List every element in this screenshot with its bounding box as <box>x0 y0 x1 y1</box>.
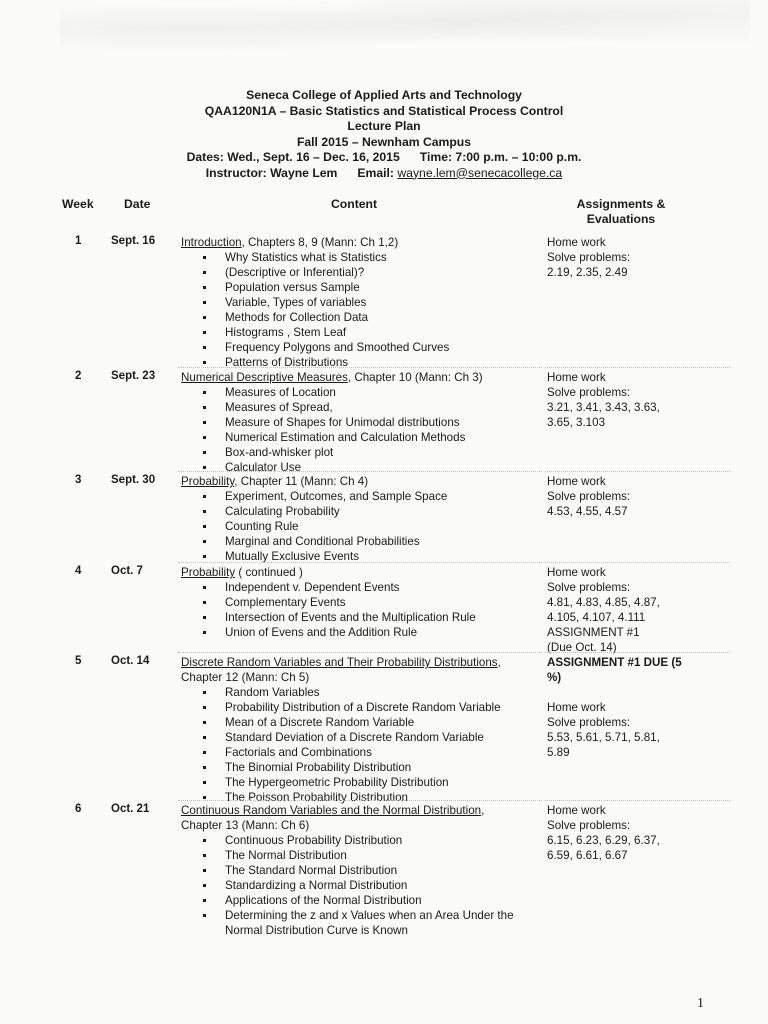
page-number: 1 <box>697 996 704 1011</box>
topic-title <box>181 565 541 580</box>
topic-title <box>181 655 541 670</box>
dates-time-row <box>0 150 768 166</box>
assignment-line: Home work <box>547 475 606 488</box>
bullet-item: Measures of Spread, <box>181 400 541 415</box>
assignment-line: 3.65, 3.103 <box>547 416 606 429</box>
topic-bullets <box>181 489 541 564</box>
row-divider-right <box>545 652 730 653</box>
bullet-item: The Hypergeometric Probability Distribution <box>181 775 541 790</box>
bullet-item: Counting Rule <box>181 519 541 534</box>
course-title: QAA120N1A – Basic Statistics and Statistical Process Control <box>204 103 564 118</box>
topic-title-underlined: Continuous Random Variables and the Normal Distribution <box>181 804 482 817</box>
week-date: Oct. 14 <box>111 655 150 667</box>
bullet-item: Marginal and Conditional Probabilities <box>181 534 541 549</box>
assignment-line: Home work <box>547 371 606 384</box>
week-assignments <box>547 565 737 655</box>
assign-header-line2: Evaluations <box>586 212 656 226</box>
assignment-line: 6.15, 6.23, 6.29, 6.37, <box>547 834 660 847</box>
bullet-item: Histograms , Stem Leaf <box>181 325 541 340</box>
week-date: Sept. 23 <box>111 370 156 382</box>
topic-title-underlined: Probability <box>181 475 235 488</box>
assignment-line: Home work <box>547 701 606 714</box>
assignment-line: Solve problems: <box>547 819 631 832</box>
topic-title <box>181 803 541 818</box>
week-number: 4 <box>75 565 82 577</box>
bullet-item: Continuous Probability Distribution <box>181 833 541 848</box>
bullet-item: (Descriptive or Inferential)? <box>181 265 541 280</box>
week-number: 5 <box>75 655 82 667</box>
topic-title <box>181 370 541 385</box>
topic-title <box>181 474 541 489</box>
week-date: Sept. 16 <box>111 235 156 247</box>
assignment-due-line: %) <box>547 671 562 684</box>
week-number: 1 <box>75 235 82 247</box>
bullet-item: Standardizing a Normal Distribution <box>181 878 541 893</box>
row-divider <box>178 562 542 563</box>
week-assignments <box>547 370 737 430</box>
row-divider-right <box>545 562 730 563</box>
week-content <box>181 235 541 370</box>
column-header-content: Content <box>331 197 378 211</box>
row-divider-right <box>545 471 730 472</box>
bullet-item: Complementary Events <box>181 595 541 610</box>
bullet-item: Population versus Sample <box>181 280 541 295</box>
row-divider-right <box>545 800 730 801</box>
time-text: Time: 7:00 p.m. – 10:00 p.m. <box>419 150 582 164</box>
bullet-item: The Binomial Probability Distribution <box>181 760 541 775</box>
bullet-item: Probability Distribution of a Discrete Random Variable <box>181 700 541 715</box>
column-header-assignments <box>571 197 671 227</box>
topic-title-rest: , Chapter 11 (Mann: Ch 4) <box>234 475 369 488</box>
topic-chapter: Chapter 12 (Mann: Ch 5) <box>181 671 310 684</box>
bullet-item: Union of Evens and the Addition Rule <box>181 625 541 640</box>
row-divider <box>178 367 542 368</box>
week-content <box>181 655 541 805</box>
bullet-item: Factorials and Combinations <box>181 745 541 760</box>
document-header <box>0 88 768 181</box>
bullet-item: Determining the z and x Values when an Area Under the Normal Distribution Curve is Known <box>181 908 525 938</box>
week-date: Oct. 7 <box>111 565 143 577</box>
topic-bullets <box>181 385 541 475</box>
topic-bullets <box>181 833 541 938</box>
assignment-line: Home work <box>547 236 606 249</box>
scan-smudge <box>60 0 750 70</box>
row-divider <box>178 800 542 801</box>
assignment-line: 6.59, 6.61, 6.67 <box>547 849 628 862</box>
bullet-item: Measures of Location <box>181 385 541 400</box>
bullet-item: Mutually Exclusive Events <box>181 549 541 564</box>
dates-text: Dates: Wed., Sept. 16 – Dec. 16, 2015 <box>186 150 400 164</box>
bullet-item: Calculating Probability <box>181 504 541 519</box>
bullet-item: Calculator Use <box>181 460 541 475</box>
week-assignments <box>547 803 737 863</box>
week-number: 2 <box>75 370 82 382</box>
email-label: Email: <box>357 165 394 180</box>
bullet-item: Why Statistics what is Statistics <box>181 250 541 265</box>
bullet-item: Methods for Collection Data <box>181 310 541 325</box>
bullet-item: Experiment, Outcomes, and Sample Space <box>181 489 541 504</box>
assignment-line: 4.53, 4.55, 4.57 <box>547 505 628 518</box>
assignment-line: 3.21, 3.41, 3.43, 3.63, <box>547 401 660 414</box>
topic-title-underlined: Discrete Random Variables and Their Probability Distributions <box>181 656 498 669</box>
row-divider <box>178 471 542 472</box>
bullet-item: Variable, Types of variables <box>181 295 541 310</box>
bullet-item: Standard Deviation of a Discrete Random Variable <box>181 730 541 745</box>
topic-chapter: Chapter 13 (Mann: Ch 6) <box>181 819 310 832</box>
bullet-item: Numerical Estimation and Calculation Methods <box>181 430 541 445</box>
topic-bullets <box>181 580 541 640</box>
bullet-item: The Standard Normal Distribution <box>181 863 541 878</box>
topic-title-rest: ( continued ) <box>235 566 303 579</box>
week-content <box>181 474 541 564</box>
assignment-line: Solve problems: <box>547 581 631 594</box>
assignment-line: Home work <box>547 566 606 579</box>
bullet-item: Frequency Polygons and Smoothed Curves <box>181 340 541 355</box>
assignment-line: 5.53, 5.61, 5.71, 5.81, <box>547 731 660 744</box>
assignment-line: Solve problems: <box>547 386 631 399</box>
column-header-week: Week <box>62 197 94 211</box>
topic-title-rest: , Chapter 10 (Mann: Ch 3) <box>347 371 483 384</box>
bullet-item: Applications of the Normal Distribution <box>181 893 541 908</box>
bullet-item: Measure of Shapes for Unimodal distributions <box>181 415 541 430</box>
term-campus: Fall 2015 – Newnham Campus <box>296 134 472 149</box>
column-header-date: Date <box>124 197 151 211</box>
week-content <box>181 803 541 938</box>
topic-title-rest: , <box>497 656 501 669</box>
assignment-line: ASSIGNMENT #1 <box>547 626 640 639</box>
topic-title <box>181 235 541 250</box>
week-content <box>181 565 541 640</box>
assignment-due-line: ASSIGNMENT #1 DUE (5 <box>547 656 682 669</box>
email-link[interactable]: wayne.lem@senecacollege.ca <box>397 165 563 180</box>
bullet-item: The Normal Distribution <box>181 848 541 863</box>
bullet-item: Mean of a Discrete Random Variable <box>181 715 541 730</box>
week-assignments <box>547 474 737 519</box>
week-content <box>181 370 541 475</box>
week-number: 3 <box>75 474 82 486</box>
assignment-line: Home work <box>547 804 606 817</box>
row-divider-right <box>545 367 730 368</box>
assignment-line: Solve problems: <box>547 490 631 503</box>
college-name: Seneca College of Applied Arts and Technology <box>246 88 522 102</box>
assignment-line: (Due Oct. 14) <box>547 641 617 654</box>
assignment-line: Solve problems: <box>547 716 631 729</box>
topic-title-underlined: Introduction <box>181 236 242 249</box>
bullet-item: Box-and-whisker plot <box>181 445 541 460</box>
week-assignments <box>547 655 737 760</box>
topic-title-rest: , Chapters 8, 9 (Mann: Ch 1,2) <box>241 236 399 249</box>
instructor-row <box>0 166 768 182</box>
instructor-text: Instructor: Wayne Lem <box>205 165 338 180</box>
assignment-line: 4.105, 4.107, 4.111 <box>547 611 646 624</box>
assignment-line: 2.19, 2.35, 2.49 <box>547 266 628 279</box>
bullet-item: Intersection of Events and the Multiplication Rule <box>181 610 541 625</box>
week-number: 6 <box>75 803 82 815</box>
week-date: Sept. 30 <box>111 474 156 486</box>
bullet-item: Random Variables <box>181 685 541 700</box>
topic-title-underlined: Probability <box>181 566 236 579</box>
topic-title-underlined: Numerical Descriptive Measures <box>181 371 348 384</box>
topic-title-rest: , <box>481 804 485 817</box>
topic-bullets <box>181 685 541 805</box>
assignment-line: Solve problems: <box>547 251 631 264</box>
row-divider <box>178 652 542 653</box>
plan-title: Lecture Plan <box>347 119 421 133</box>
bullet-item: Patterns of Distributions <box>181 355 541 370</box>
topic-bullets <box>181 250 541 370</box>
assignment-line: 5.89 <box>547 746 570 759</box>
bullet-item: The Poisson Probability Distribution <box>181 790 541 805</box>
bullet-item: Independent v. Dependent Events <box>181 580 541 595</box>
assign-header-line1: Assignments & <box>576 197 666 211</box>
week-assignments <box>547 235 737 280</box>
assignment-line: 4.81, 4.83, 4.85, 4.87, <box>547 596 660 609</box>
week-date: Oct. 21 <box>111 803 150 815</box>
